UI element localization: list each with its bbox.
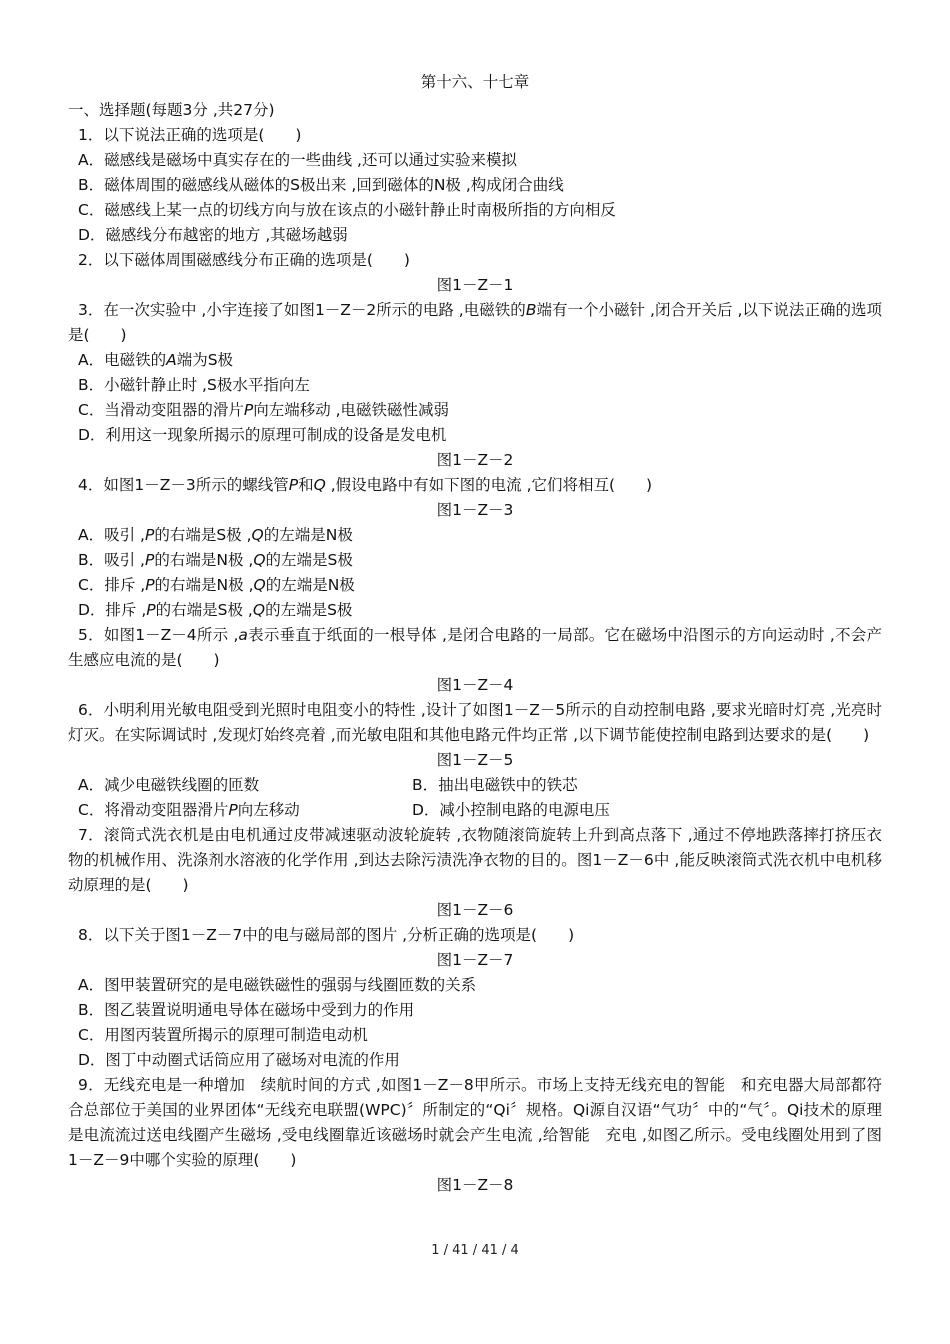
figure-caption-8: 图1－Z－8 (436, 1176, 514, 1194)
question-6-option-a: A．减少电磁铁线圈的匝数 (78, 776, 260, 794)
question-6-stem: 6．小明利用光敏电阻受到光照时电阻变小的特性 ,设计了如图1－Z－5所示的自动控制电路 ,要求光暗时灯亮 ,光亮时灯灭。在实际调试时 ,发现灯始终亮着 ,而光敏电阻和其他电路元件均正常 ,以下调节能使控制电路到达要求的是( ) (68, 701, 882, 744)
question-6-option-d: D．减小控制电路的电源电压 (412, 801, 610, 819)
question-1-option-c: C．磁感线上某一点的切线方向与放在该点的小磁针静止时南极所指的方向相反 (78, 201, 616, 219)
page-number: 1 / 41 / 41 / 4 (431, 1243, 519, 1258)
question-4-stem: 4．如图1－Z－3所示的螺线管P和Q ,假设电路中有如下图的电流 ,它们将相互( ) (78, 476, 653, 494)
question-8-option-c: C．用图丙装置所揭示的原理可制造电动机 (78, 1026, 368, 1044)
question-6-options-row-1 (68, 773, 882, 798)
question-4-option-c: C．排斥 ,P的右端是N极 ,Q的左端是N极 (78, 576, 355, 594)
figure-caption-1: 图1－Z－1 (436, 276, 514, 294)
question-6-option-c: C．将滑动变阻器滑片P向左移动 (78, 801, 300, 819)
question-8-stem: 8．以下关于图1－Z－7中的电与磁局部的图片 ,分析正确的选项是( ) (78, 926, 575, 944)
question-3-option-b: B．小磁针静止时 ,S极水平指向左 (78, 376, 310, 394)
question-2-stem: 2．以下磁体周围磁感线分布正确的选项是( ) (78, 251, 410, 269)
question-3-stem: 3．在一次实验中 ,小宇连接了如图1－Z－2所示的电路 ,电磁铁的B端有一个小磁针 ,闭合开关后 ,以下说法正确的选项是( ) (68, 301, 882, 344)
question-1-option-d: D．磁感线分布越密的地方 ,其磁场越弱 (78, 226, 348, 244)
figure-caption-7: 图1－Z－7 (436, 951, 514, 969)
question-1-stem: 1．以下说法正确的选项是( ) (78, 126, 302, 144)
question-4-option-d: D．排斥 ,P的右端是S极 ,Q的左端是S极 (78, 601, 353, 619)
question-3-option-d: D．利用这一现象所揭示的原理可制成的设备是发电机 (78, 426, 447, 444)
question-7-stem: 7．滚筒式洗衣机是由电机通过皮带减速驱动波轮旋转 ,衣物随滚筒旋转上升到高点落下 ,通过不停地跌落摔打挤压衣物的机械作用、洗涤剂水溶液的化学作用 ,到达去除污渍洗净衣物的目的。图1－Z－6中 ,能反映滚筒式洗衣机中电机移动原理的是( ) (68, 826, 882, 894)
figure-caption-2: 图1－Z－2 (436, 451, 514, 469)
question-6-option-b: B．抽出电磁铁中的铁芯 (412, 776, 578, 794)
question-3-option-a: A．电磁铁的A端为S极 (78, 351, 234, 369)
figure-caption-4: 图1－Z－4 (436, 676, 514, 694)
question-8-option-d: D．图丁中动圈式话筒应用了磁场对电流的作用 (78, 1051, 400, 1069)
question-3-option-c: C．当滑动变阻器的滑片P向左端移动 ,电磁铁磁性减弱 (78, 401, 450, 419)
section-heading: 一、选择题(每题3分 ,共27分) (68, 101, 275, 119)
question-8-option-a: A．图甲装置研究的是电磁铁磁性的强弱与线圈匝数的关系 (78, 976, 477, 994)
figure-caption-5: 图1－Z－5 (436, 751, 514, 769)
page-title: 第十六、十七章 (420, 73, 530, 91)
question-4-option-b: B．吸引 ,P的右端是N极 ,Q的左端是S极 (78, 551, 353, 569)
question-5-stem: 5．如图1－Z－4所示 ,a表示垂直于纸面的一根导体 ,是闭合电路的一局部。它在磁场中沿图示的方向运动时 ,不会产生感应电流的是( ) (68, 626, 882, 669)
question-8-option-b: B．图乙装置说明通电导体在磁场中受到力的作用 (78, 1001, 415, 1019)
question-9-stem: 9．无线充电是一种增加 续航时间的方式 ,如图1－Z－8甲所示。市场上支持无线充电的智能 和充电器大局部都符合总部位于美国的业界团体“无线充电联盟(WPC)〞所制定的“Qi〞规格。Qi源自汉语“气功〞中的“气〞。Qi技术的原理是电流流过送电线圈产生磁场 ,受电线圈靠近该磁场时就会产生电流 ,给智能 充电 ,如图乙所示。受电线圈处用到了图1－Z－9中哪个实验的原理( ) (68, 1076, 882, 1169)
question-1-option-a: A．磁感线是磁场中真实存在的一些曲线 ,还可以通过实验来模拟 (78, 151, 517, 169)
question-6-options-row-2 (68, 798, 882, 823)
question-4-option-a: A．吸引 ,P的右端是S极 ,Q的左端是N极 (78, 526, 353, 544)
question-1-option-b: B．磁体周围的磁感线从磁体的S极出来 ,回到磁体的N极 ,构成闭合曲线 (78, 176, 564, 194)
figure-caption-6: 图1－Z－6 (436, 901, 514, 919)
document-page (68, 70, 882, 1198)
figure-caption-3: 图1－Z－3 (436, 501, 514, 519)
